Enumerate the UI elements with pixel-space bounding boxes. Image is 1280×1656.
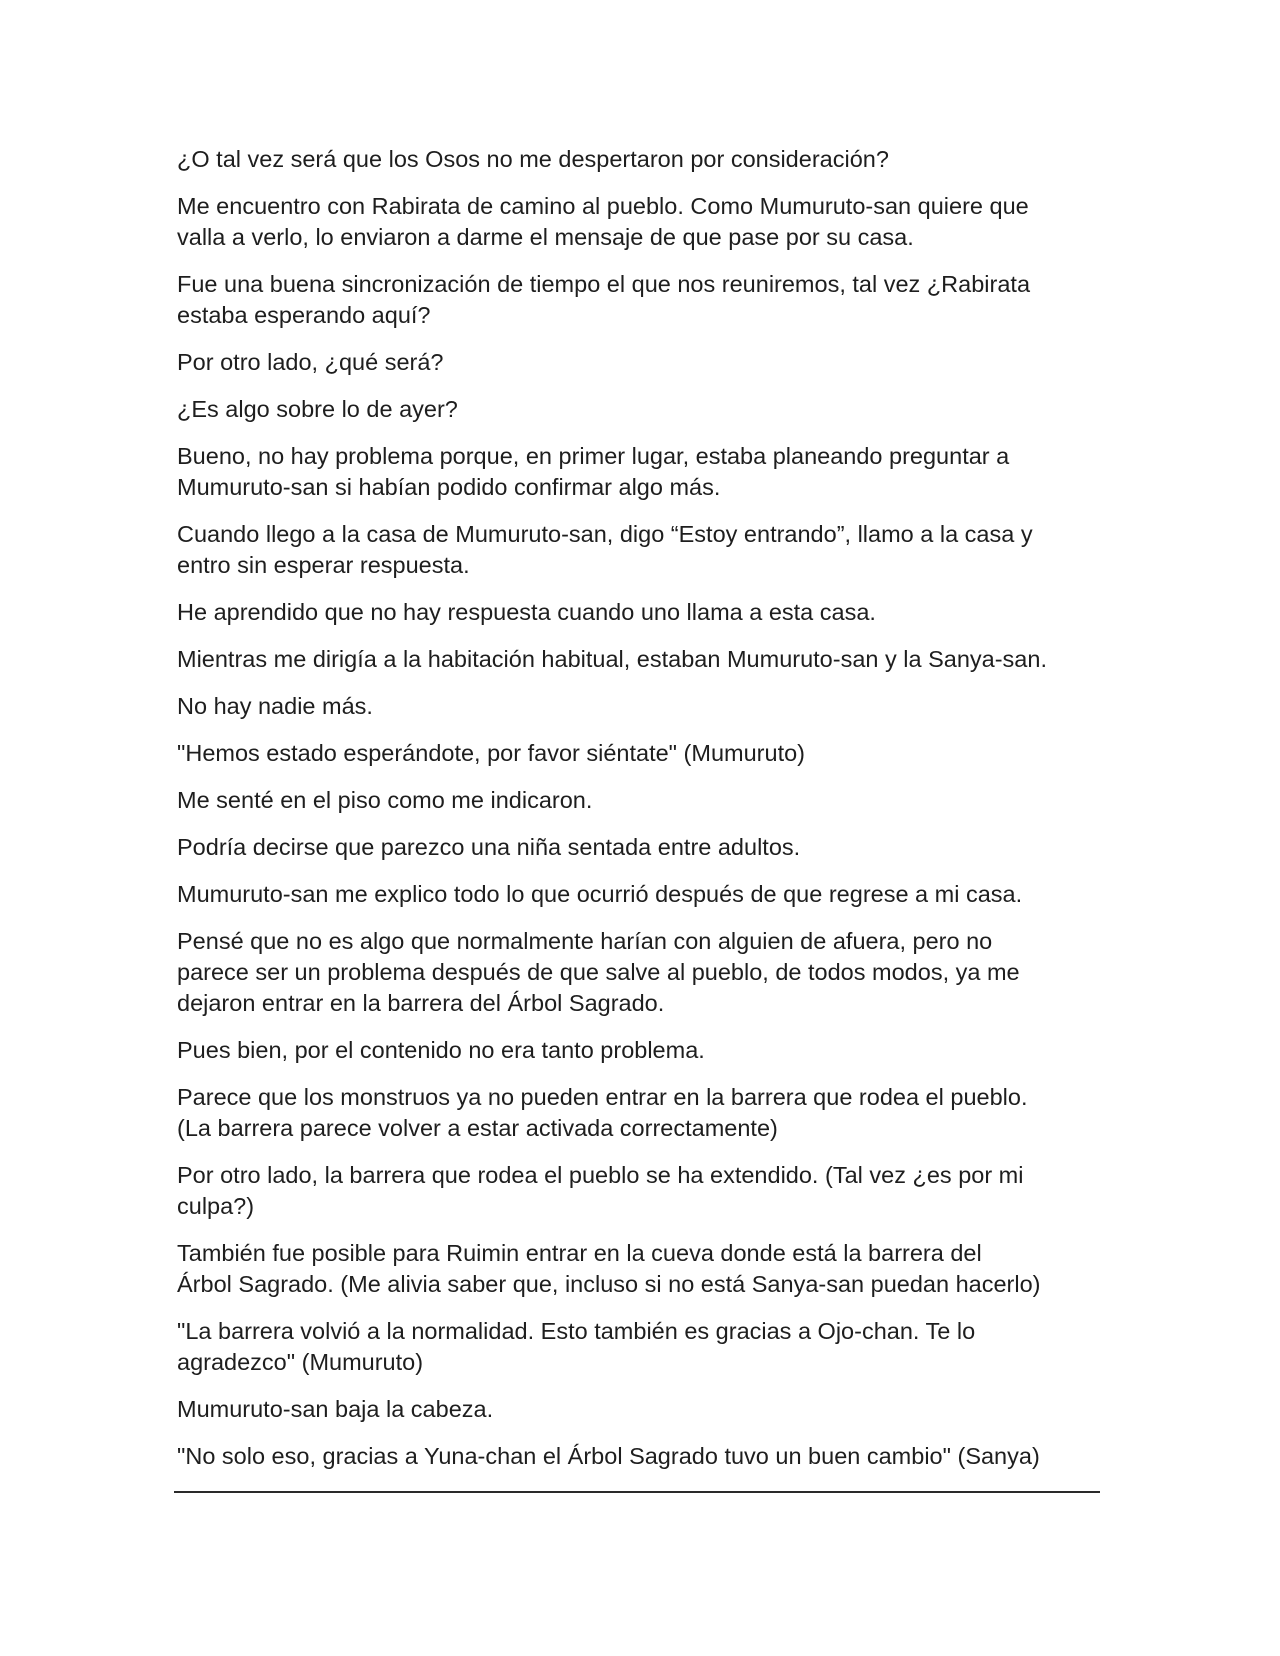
paragraph: Me senté en el piso como me indicaron. [177,787,593,813]
paragraph: Bueno, no hay problema porque, en primer lugar, estaba planeando preguntar a Mumuruto-san si habían podido confirmar algo más. [177,443,1010,500]
paragraph: "La barrera volvió a la normalidad. Esto también es gracias a Ojo-chan. Te lo agradezco" (Mumuruto) [177,1318,976,1375]
paragraph: Por otro lado, la barrera que rodea el pueblo se ha extendido. (Tal vez ¿es por mi culpa?) [177,1162,1024,1219]
paragraph: Podría decirse que parezco una niña sentada entre adultos. [177,834,801,860]
paragraph: Mumuruto-san baja la cabeza. [177,1396,494,1422]
paragraph: Mumuruto-san me explico todo lo que ocurrió después de que regrese a mi casa. [177,881,1023,907]
paragraph: He aprendido que no hay respuesta cuando uno llama a esta casa. [177,599,876,625]
paragraph: Me encuentro con Rabirata de camino al pueblo. Como Mumuruto-san quiere que valla a verlo, lo enviaron a darme el mensaje de que pase por su casa. [177,193,1029,250]
document-body [177,144,1117,1472]
paragraph: "No solo eso, gracias a Yuna-chan el Árbol Sagrado tuvo un buen cambio" (Sanya) [177,1443,1040,1469]
paragraph: "Hemos estado esperándote, por favor siéntate" (Mumuruto) [177,740,805,766]
paragraph: Pensé que no es algo que normalmente harían con alguien de afuera, pero no parece ser un problema después de que salve al pueblo, de todos modos, ya me dejaron entrar en la barrera del Árbol Sagrado. [177,928,1020,1016]
paragraph: También fue posible para Ruimin entrar en la cueva donde está la barrera del Árbol Sagrado. (Me alivia saber que, incluso si no está Sanya-san puedan hacerlo) [177,1240,1041,1297]
paragraph: Parece que los monstruos ya no pueden entrar en la barrera que rodea el pueblo. (La barrera parece volver a estar activada correctamente) [177,1084,1028,1141]
paragraph: Mientras me dirigía a la habitación habitual, estaban Mumuruto-san y la Sanya-san. [177,646,1047,672]
horizontal-rule [174,1491,1100,1493]
paragraph: Pues bien, por el contenido no era tanto problema. [177,1037,705,1063]
paragraph: Fue una buena sincronización de tiempo el que nos reuniremos, tal vez ¿Rabirata estaba esperando aquí? [177,271,1031,328]
paragraph: No hay nadie más. [177,693,373,719]
paragraph: Cuando llego a la casa de Mumuruto-san, digo “Estoy entrando”, llamo a la casa y entro sin esperar respuesta. [177,521,1033,578]
paragraph: ¿O tal vez será que los Osos no me despertaron por consideración? [177,146,889,172]
paragraph: ¿Es algo sobre lo de ayer? [177,396,458,422]
paragraph: Por otro lado, ¿qué será? [177,349,444,375]
